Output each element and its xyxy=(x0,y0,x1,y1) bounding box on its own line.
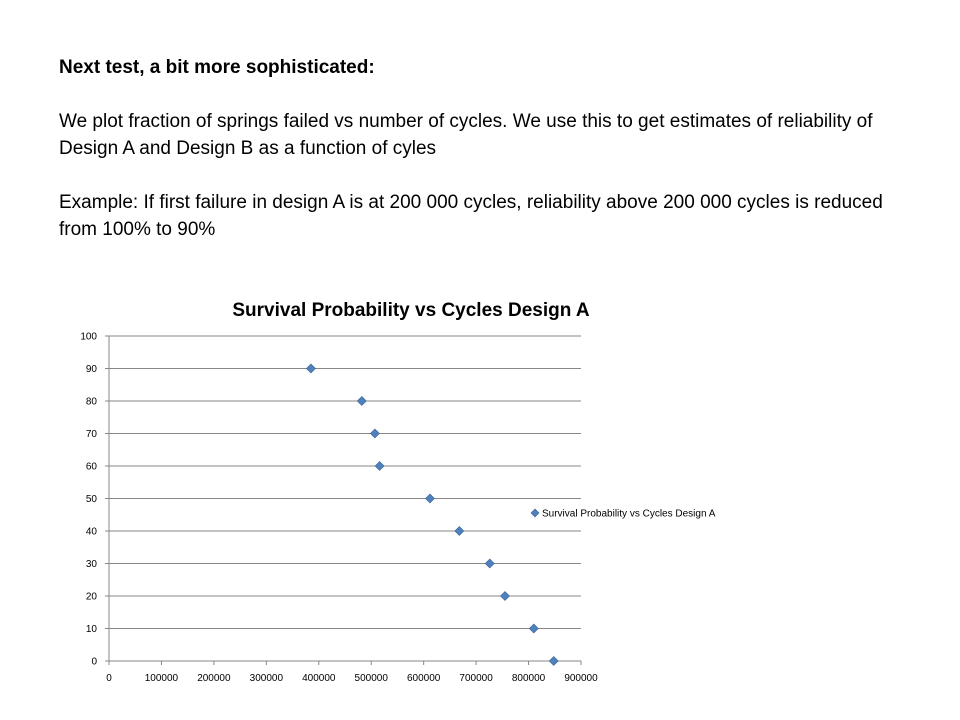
y-tick-label-40: 40 xyxy=(85,526,97,538)
x-tick-label-200000: 200000 xyxy=(197,673,231,684)
x-tick-label-900000: 900000 xyxy=(564,673,598,684)
x-tick-label-0: 0 xyxy=(106,673,112,684)
grid-lines xyxy=(109,336,581,629)
x-tick-label-600000: 600000 xyxy=(406,673,441,684)
data-point-0-4 xyxy=(425,494,434,503)
y-tick-label-80: 80 xyxy=(85,396,97,408)
x-axis-ticks xyxy=(106,661,598,684)
y-tick-label-70: 70 xyxy=(85,429,97,440)
data-point-0-2 xyxy=(370,429,379,438)
y-tick-label-100: 100 xyxy=(80,331,97,343)
legend-marker-0 xyxy=(531,509,539,517)
x-tick-label-700000: 700000 xyxy=(459,673,493,684)
y-axis-ticks xyxy=(80,332,109,668)
slide-heading: Next test, a bit more sophisticated: xyxy=(59,57,375,78)
slide-paragraph-1: We plot fraction of springs failed vs number of cycles. We use this to get estimates of reliability of Design A and Design B as a function of cyles xyxy=(59,111,873,159)
data-points xyxy=(306,364,558,666)
y-tick-label-90: 90 xyxy=(85,364,97,375)
data-point-0-1 xyxy=(357,397,366,406)
x-tick-label-500000: 500000 xyxy=(354,673,388,684)
data-point-0-9 xyxy=(549,657,558,666)
y-tick-label-10: 10 xyxy=(85,624,97,635)
x-tick-label-100000: 100000 xyxy=(144,673,179,684)
y-tick-label-50: 50 xyxy=(85,494,97,505)
legend-label-0: Survival Probability vs Cycles Design A xyxy=(542,508,716,520)
data-point-0-3 xyxy=(375,462,384,471)
data-point-0-0 xyxy=(306,364,315,373)
x-tick-label-800000: 800000 xyxy=(511,673,546,684)
x-tick-label-400000: 400000 xyxy=(302,673,336,684)
x-tick-label-300000: 300000 xyxy=(249,673,284,684)
y-tick-label-30: 30 xyxy=(85,559,97,570)
data-point-0-6 xyxy=(485,559,494,568)
y-tick-label-0: 0 xyxy=(91,656,97,668)
y-tick-label-20: 20 xyxy=(85,591,97,603)
legend xyxy=(531,509,716,520)
data-point-0-8 xyxy=(529,624,538,633)
data-point-0-5 xyxy=(455,527,464,536)
slide-paragraph-2: Example: If first failure in design A is at 200 000 cycles, reliability above 200 000 cycles is reduced from 100% to 90% xyxy=(59,192,883,240)
chart-title: Survival Probability vs Cycles Design A xyxy=(232,300,590,321)
y-tick-label-60: 60 xyxy=(85,461,97,473)
data-point-0-7 xyxy=(500,592,509,601)
